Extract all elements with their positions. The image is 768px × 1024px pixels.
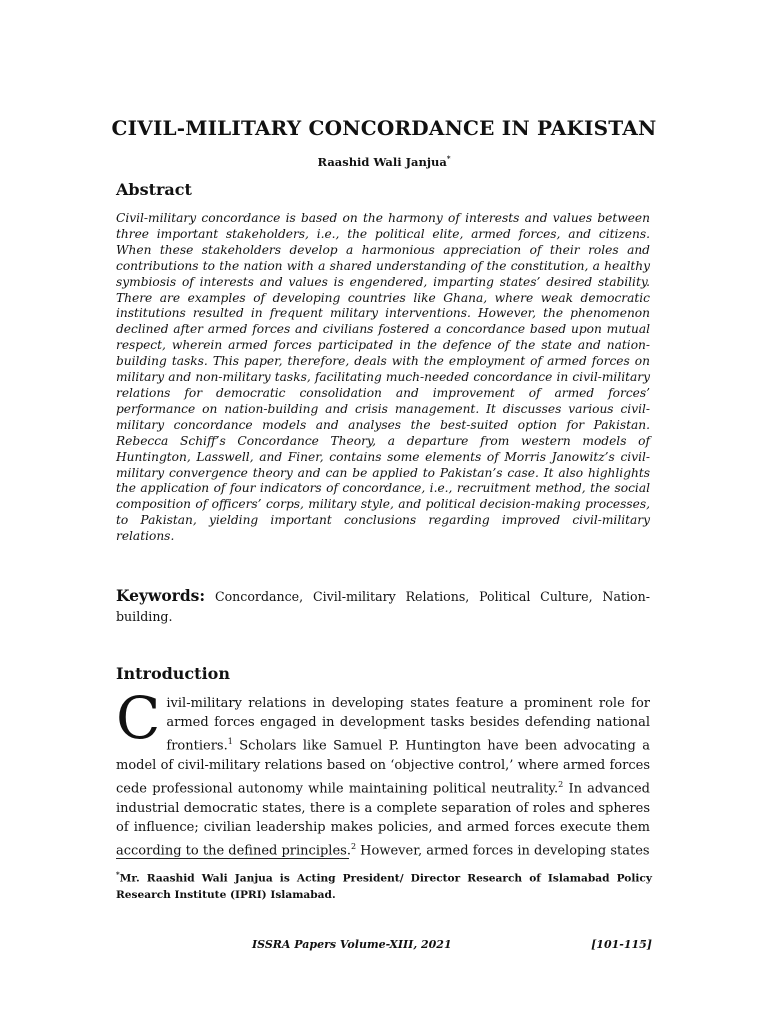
introduction-paragraph	[116, 684, 650, 861]
abstract-heading: Abstract	[116, 180, 192, 199]
footnote-divider	[116, 858, 349, 859]
introduction-heading: Introduction	[116, 664, 230, 683]
endnote-ref: 2	[558, 780, 564, 790]
abstract-text: Civil-military concordance is based on the harmony of interests and values between three important stakeholders, i.e., the political elite, armed forces, and citizens. When these stakeholders develop a harmonious appreciation of their roles and contributions to the nation with a shared understanding of the constitution, a healthy symbiosis of interests and values is engendered, imparting states’ desired stability. There are examples of developing countries like Ghana, where weak democratic institutions resulted in frequent military interventions. However, the phenomenon declined after armed forces and civilians fostered a concordance based upon mutual respect, wherein armed forces participated in the defence of the state and nation-building tasks. This paper, therefore, deals with the employment of armed forces on military and non-military tasks, facilitating much-needed concordance in civil-military relations for democratic consolidation and improvement of armed forces’ performance on nation-building and crisis management. It discusses various civil-military concordance models and analyses the best-suited option for Pakistan. Rebecca Schiff’s Concordance Theory, a departure from western models of Huntington, Lasswell, and Finer, contains some elements of Morris Janowitz’s civil-military convergence theory and can be applied to Pakistan’s case. It also highlights the application of four indicators of concordance, i.e., recruitment method, the social composition of officers’ corps, military style, and political decision-making processes, to Pakistan, yielding important conclusions regarding improved civil-military relations.	[116, 211, 650, 544]
journal-footer: ISSRA Papers Volume-XIII, 2021	[252, 938, 452, 951]
endnote-ref: 2	[350, 842, 357, 852]
intro-text-1: ivil-military relations in developing states feature a prominent role for armed forces engaged in development tasks besides defending national frontiers.	[166, 696, 650, 754]
author-name: Raashid Wali Janjua	[317, 154, 447, 169]
intro-text-4: However, armed forces in developing states	[356, 843, 650, 859]
drop-cap: C	[116, 684, 161, 752]
keywords-label: Keywords:	[116, 586, 206, 605]
intro-text-3: In advanced industrial democratic states, there is a complete separation of roles and spheres of influence; civilian leadership makes policies, and armed forces execute them according to the defined principles.	[116, 781, 650, 859]
footnote	[116, 867, 652, 903]
keywords-text: Concordance, Civil-military Relations, Political Culture, Nation-building.	[116, 589, 650, 624]
paper-title: CIVIL-MILITARY CONCORDANCE IN PAKISTAN	[111, 116, 657, 140]
endnote-ref: 1	[227, 737, 233, 747]
author-footnote-marker: *	[446, 154, 451, 163]
keywords-paragraph	[116, 586, 650, 627]
author-line	[0, 154, 768, 169]
intro-text-2: Scholars like Samuel P. Huntington have been advocating a model of civil-military relations based on ‘objective control,’ where armed forces cede professional autonomy while maintaining political neutrality.	[116, 738, 650, 797]
footnote-marker: *	[116, 870, 120, 879]
footnote-text: Mr. Raashid Wali Janjua is Acting President/ Director Research of Islamabad Policy Research Institute (IPRI) Islamabad.	[116, 872, 652, 901]
page-range: [101-115]	[591, 938, 652, 951]
